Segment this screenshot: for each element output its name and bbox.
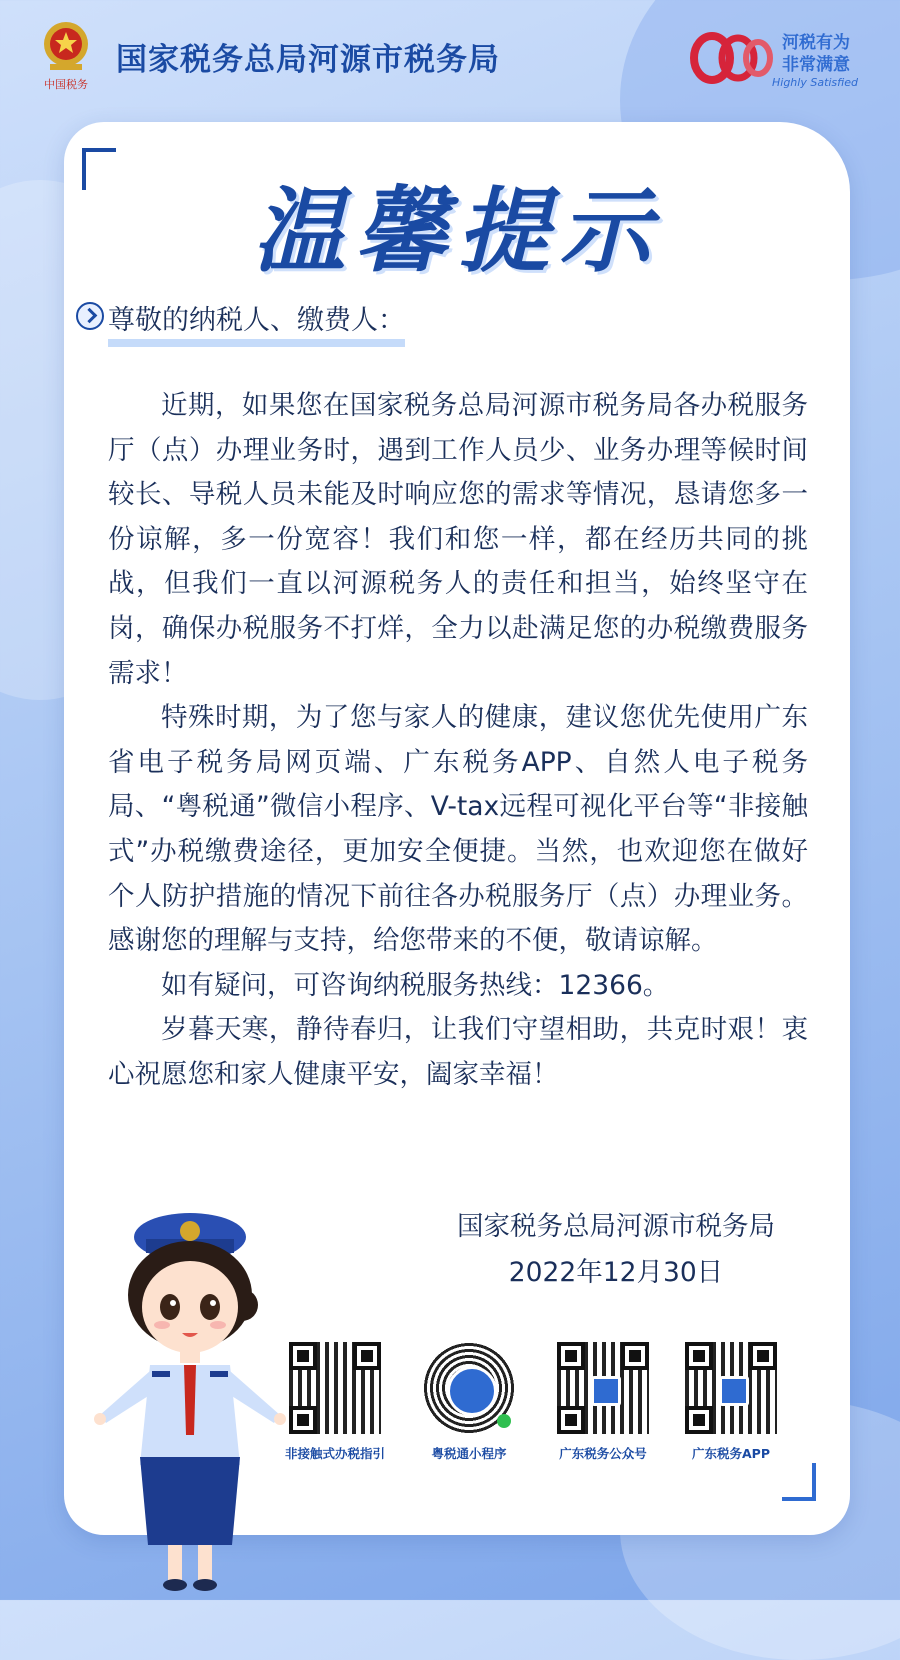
mini-program-logo-icon xyxy=(447,1366,497,1416)
signature-org: 国家税务总局河源市税务局 xyxy=(457,1211,775,1242)
header xyxy=(0,0,900,115)
paragraph: 如有疑问，可咨询纳税服务热线：12366。 xyxy=(161,969,670,1001)
tax-officer-mascot-illustration xyxy=(90,1195,290,1595)
paragraph: 岁暮天寒，静待春归，让我们守望相助，共克时艰！衷心祝愿您和家人健康平安，阖家幸福！ xyxy=(108,1014,808,1090)
paragraph: 特殊时期，为了您与家人的健康，建议您优先使用广东省电子税务局网页端、广东税务APP、自然人电子税务局、“粤税通”微信小程序、V-tax远程可视化平台等“非接触式”办税缴费途径，更加安全便捷。当然，也欢迎您在做好个人防护措施的情况下前往各办税服务厅（点）办理业务。感谢您的理解与支持，给您带来的不便，敬请谅解。 xyxy=(108,702,808,957)
qr-finder xyxy=(621,1342,649,1370)
qr-finder xyxy=(685,1406,713,1434)
qr-finder xyxy=(289,1342,317,1370)
slogan-line2: 非常满意 xyxy=(782,55,850,75)
notice-title: 温馨提示 xyxy=(252,178,661,285)
slogan-subtitle: Highly Satisfied xyxy=(772,76,859,89)
signature-date: 2022年12月30日 xyxy=(508,1257,724,1288)
notice-body xyxy=(108,384,808,1098)
qr-label: 非接触式办税指引 xyxy=(284,1446,385,1461)
mini-program-code[interactable] xyxy=(423,1342,515,1434)
greeting: 尊敬的纳税人、缴费人： xyxy=(108,298,405,347)
qr-label: 广东税务公众号 xyxy=(559,1446,647,1461)
header-title: 国家税务总局河源市税务局 xyxy=(116,42,500,78)
qr-code-block[interactable] xyxy=(538,1342,668,1462)
tax-badge-icon xyxy=(719,1376,749,1406)
slogan-line1: 河税有为 xyxy=(782,33,850,53)
slogan xyxy=(782,32,850,76)
svg-text:中国税务: 中国税务 xyxy=(44,78,88,91)
qr-label: 粤税通小程序 xyxy=(431,1446,507,1461)
qr-finder xyxy=(749,1342,777,1370)
qr-code[interactable] xyxy=(685,1342,777,1434)
slogan-logo-icon xyxy=(690,30,776,86)
tax-emblem-icon xyxy=(36,18,96,94)
wechat-mini-program-icon xyxy=(497,1414,511,1428)
qr-code[interactable] xyxy=(289,1342,381,1434)
qr-finder xyxy=(557,1406,585,1434)
chevron-right-icon xyxy=(76,302,104,330)
qr-code-block[interactable] xyxy=(404,1342,534,1462)
qr-finder xyxy=(289,1406,317,1434)
qr-finder xyxy=(353,1342,381,1370)
paragraph: 近期，如果您在国家税务总局河源市税务局各办税服务厅（点）办理业务时，遇到工作人员少、业务办理等候时间较长、导税人员未能及时响应您的需求等情况，恳请您多一份谅解，多一份宽容！我们和您一样，都在经历共同的挑战，但我们一直以河源税务人的责任和担当，始终坚守在岗，确保办税服务不打烊，全力以赴满足您的办税缴费服务需求！ xyxy=(108,390,808,689)
qr-finder xyxy=(685,1342,713,1370)
qr-finder xyxy=(557,1342,585,1370)
tax-badge-icon xyxy=(591,1376,621,1406)
corner-bracket-decoration xyxy=(782,1463,816,1501)
qr-code[interactable] xyxy=(557,1342,649,1434)
qr-code-block[interactable] xyxy=(666,1342,796,1462)
qr-label: 广东税务APP xyxy=(692,1446,770,1461)
